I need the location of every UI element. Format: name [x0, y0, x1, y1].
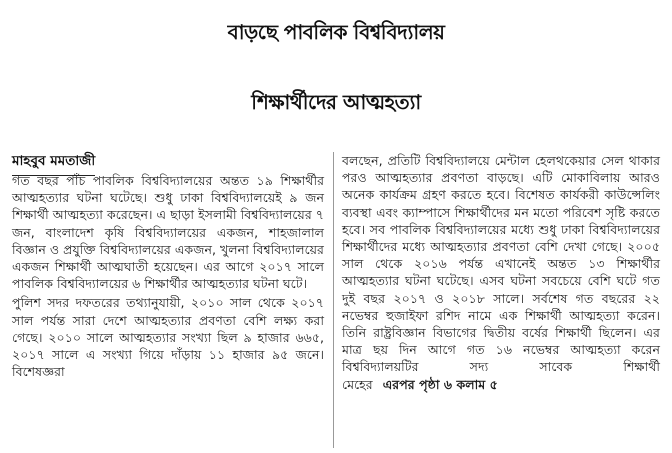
column-divider: [333, 152, 334, 448]
byline: মাহবুব মমতাজী: [12, 150, 95, 176]
left-column: [12, 172, 324, 380]
left-paragraph-2: পুলিশ সদর দফতরের তথ্যানুযায়ী, ২০১০ সাল থেকে ২০১৭ সাল পর্যন্ত সারা দেশে আত্মহত্যার প্রবণতা বেশি লক্ষ্য করা গেছে। ২০১০ সালে আত্মহত্যার সংখ্যা ছিল ৯ হাজার ৬৬৫, ২০১৭ সালে এ সংখ্যা গিয়ে দাঁড়ায় ১১ হাজার ৯৫ জনে। বিশেষজ্ঞরা: [12, 295, 324, 380]
headline-line-2: শিক্ষার্থীদের আত্মহত্যা: [251, 90, 421, 114]
right-column: [342, 152, 660, 393]
right-paragraph-text: বলছেন, প্রতিটি বিশ্ববিদ্যালয়ে মেন্টাল হেলথকেয়ার সেল থাকার পরও আত্মহত্যার প্রবণতা বাড়ছে। এটি মোকাবিলায় আরও অনেক কার্যক্রম গ্রহণ করতে হবে। বিশেষত কার্যকরী কাউন্সেলিং ব্যবস্থা এবং ক্যাম্পাসে শিক্ষার্থীদের মন মতো পরিবেশ সৃষ্টি করতে হবে। সব পাবলিক বিশ্ববিদ্যালয়ের মধ্যে শুধু ঢাকা বিশ্ববিদ্যালয়ের শিক্ষার্থীদের মধ্যে আত্মহত্যার প্রবণতা বেশি দেখা গেছে। ২০০৫ সাল থেকে ২০১৬ পর্যন্ত এখানেই অন্তত ১৩ শিক্ষার্থীর আত্মহত্যার ঘটনা ঘটেছে। এসব ঘটনা সবচেয়ে বেশি ঘটে গত দুই বছর ২০১৭ ও ২০১৮ সালে। সর্বশেষ গত বছরের ২২ নভেম্বর হুজাইফা রশিদ নামে এক শিক্ষার্থী আত্মহত্যা করেন। তিনি রাষ্ট্রবিজ্ঞান বিভাগের দ্বিতীয় বর্ষের শিক্ষার্থী ছিলেন। এর মাত্র ছয় দিন আগে গত ১৬ নভেম্বর আত্মহত্যা করেন বিশ্ববিদ্যালয়টির সদ্য সাবেক শিক্ষার্থী মেহের: [342, 153, 660, 392]
right-paragraph: [342, 152, 660, 393]
continuation-note: এরপর পৃষ্ঠা ৬ কলাম ৫: [382, 376, 498, 392]
headline-line-1: বাড়ছে পাবলিক বিশ্ববিদ্যালয়: [227, 20, 445, 44]
left-paragraph-1: গত বছর পাঁচ পাবলিক বিশ্ববিদ্যালয়ের অন্তত ১৯ শিক্ষার্থীর আত্মহত্যার ঘটনা ঘটেছে। শুধু ঢাকা বিশ্ববিদ্যালয়েই ৯ জন শিক্ষার্থী আত্মহত্যা করেছেন। এ ছাড়া ইসলামী বিশ্ববিদ্যালয়ের ৭ জন, বাংলাদেশ কৃষি বিশ্ববিদ্যালয়ের একজন, শাহজালাল বিজ্ঞান ও প্রযুক্তি বিশ্ববিদ্যালয়ের একজন, খুলনা বিশ্ববিদ্যালয়ের একজন শিক্ষার্থী আত্মঘাতী হয়েছেন। এর আগে ২০১৭ সালে পাবলিক বিশ্ববিদ্যালয়ের ৬ শিক্ষার্থীর আত্মহত্যার ঘটনা ঘটে।: [12, 173, 324, 292]
